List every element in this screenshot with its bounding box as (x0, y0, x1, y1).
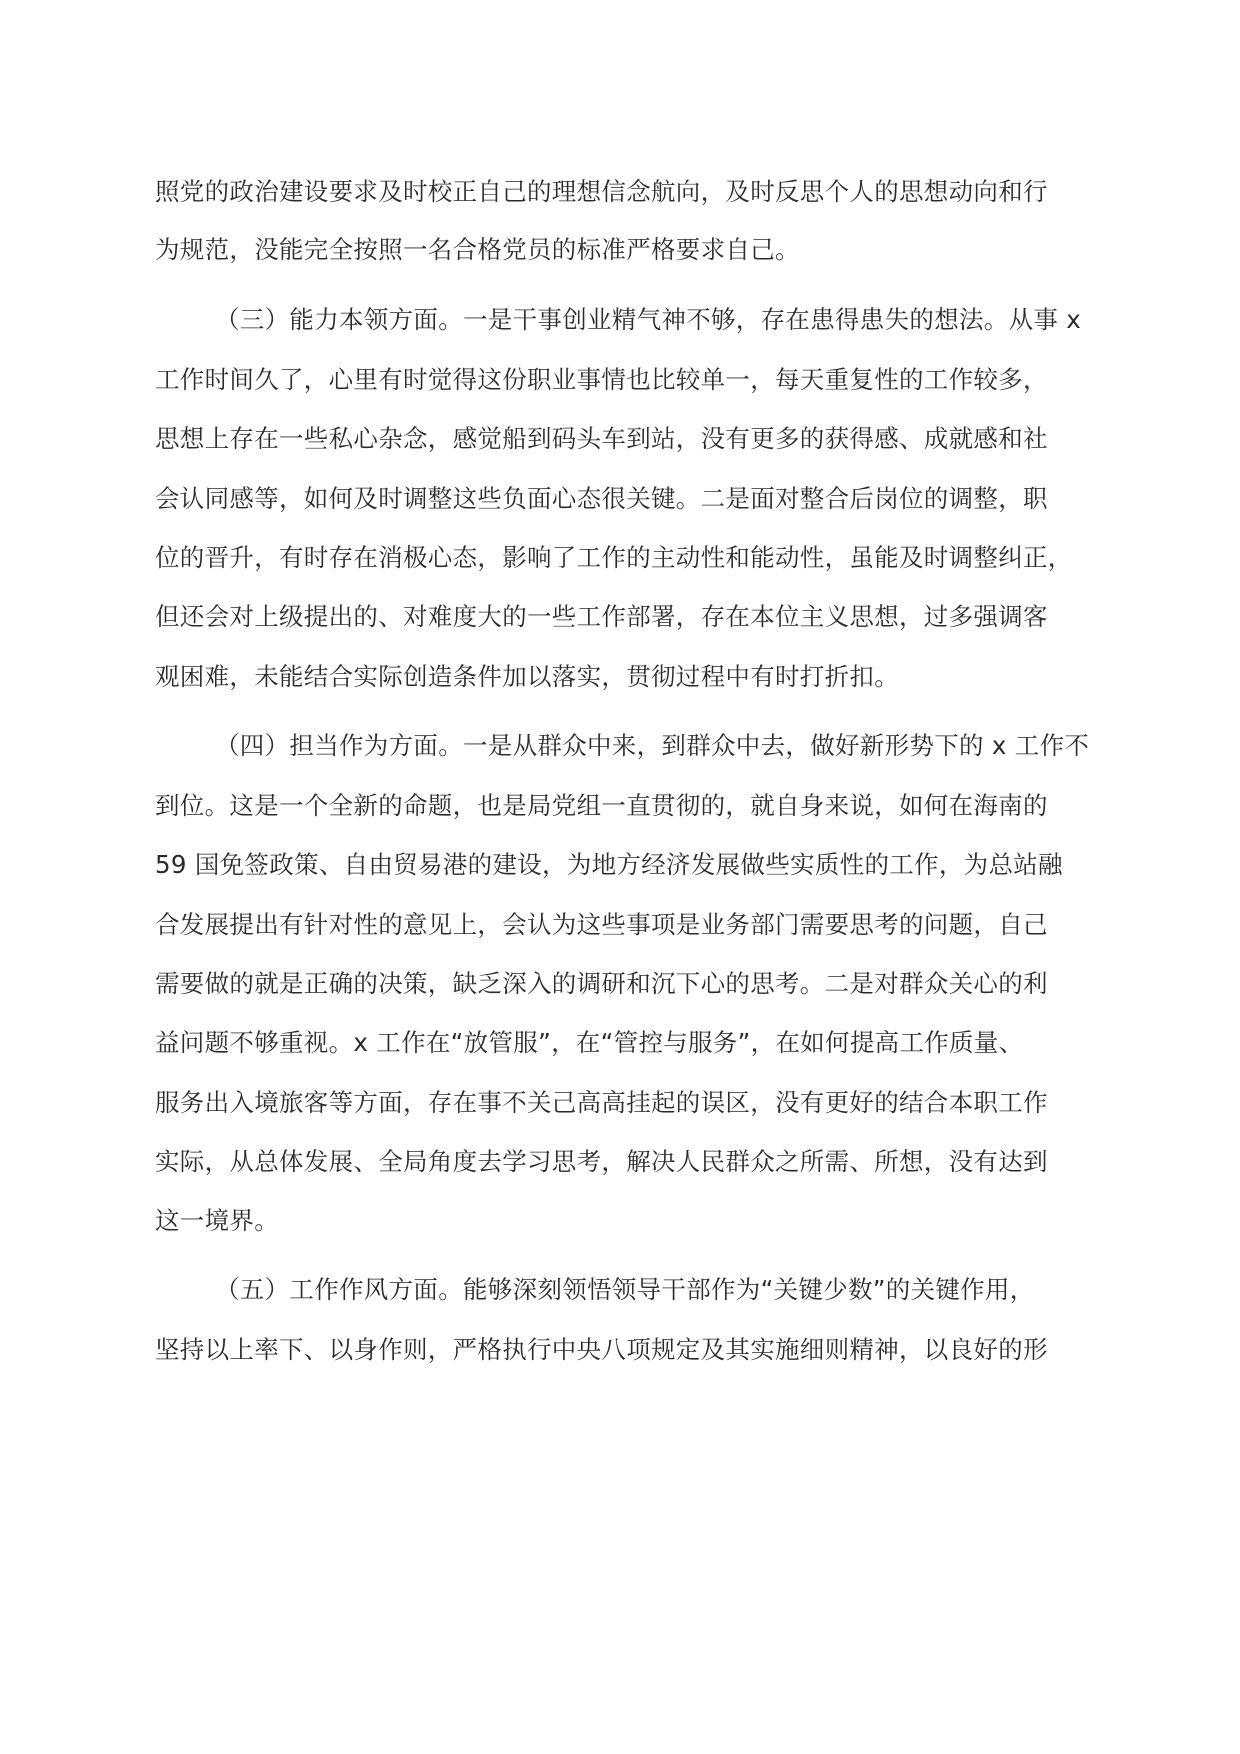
text-line: 照党的政治建设要求及时校正自己的理想信念航向，及时反思个人的思想动向和行 (155, 177, 1048, 206)
text-line: 坚持以上率下、以身作则，严格执行中央八项规定及其实施细则精神，以良好的形 (155, 1335, 1048, 1364)
text-line: 需要做的就是正确的决策，缺乏深入的调研和沉下心的思考。二是对群众关心的利 (155, 969, 1048, 998)
text-line: 工作时间久了，心里有时觉得这份职业事情也比较单一，每天重复性的工作较多， (155, 365, 1048, 394)
paragraph-4-start: （四）担当作为方面。一是从群众中来，到群众中去，做好新形势下的 x 工作不 (215, 731, 1090, 760)
text-line: 思想上存在一些私心杂念，感觉船到码头车到站，没有更多的获得感、成就感和社 (155, 424, 1048, 453)
text-line: 但还会对上级提出的、对难度大的一些工作部署，存在本位主义思想，过多强调客 (155, 602, 1048, 631)
text-line: 这一境界。 (155, 1206, 279, 1235)
text-line: 会认同感等，如何及时调整这些负面心态很关键。二是面对整合后岗位的调整，职 (155, 484, 1048, 513)
text-line: 观困难，未能结合实际创造条件加以落实，贯彻过程中有时打折扣。 (155, 662, 899, 691)
text-line: 益问题不够重视。x 工作在“放管服”，在“管控与服务”，在如何提高工作质量、 (155, 1028, 1024, 1057)
text-line: 位的晋升，有时存在消极心态，影响了工作的主动性和能动性，虽能及时调整纠正， (155, 543, 1073, 572)
text-line: 服务出入境旅客等方面，存在事不关己高高挂起的误区，没有更好的结合本职工作 (155, 1088, 1048, 1117)
text-line: 为规范，没能完全按照一名合格党员的标准严格要求自己。 (155, 235, 800, 264)
text-line: 59 国免签政策、自由贸易港的建设，为地方经济发展做些实质性的工作，为总站融 (155, 850, 1063, 879)
document-page (155, 0, 1090, 1754)
text-line: 实际，从总体发展、全局角度去学习思考，解决人民群众之所需、所想，没有达到 (155, 1147, 1048, 1176)
paragraph-3-start: （三）能力本领方面。一是干事创业精气神不够，存在患得患失的想法。从事 x (215, 305, 1082, 334)
text-line: 合发展提出有针对性的意见上，会认为这些事项是业务部门需要思考的问题，自己 (155, 910, 1048, 939)
text-line: 到位。这是一个全新的命题，也是局党组一直贯彻的，就自身来说，如何在海南的 (155, 791, 1048, 820)
paragraph-5-start: （五）工作作风方面。能够深刻领悟领导干部作为“关键少数”的关键作用， (215, 1275, 1035, 1304)
